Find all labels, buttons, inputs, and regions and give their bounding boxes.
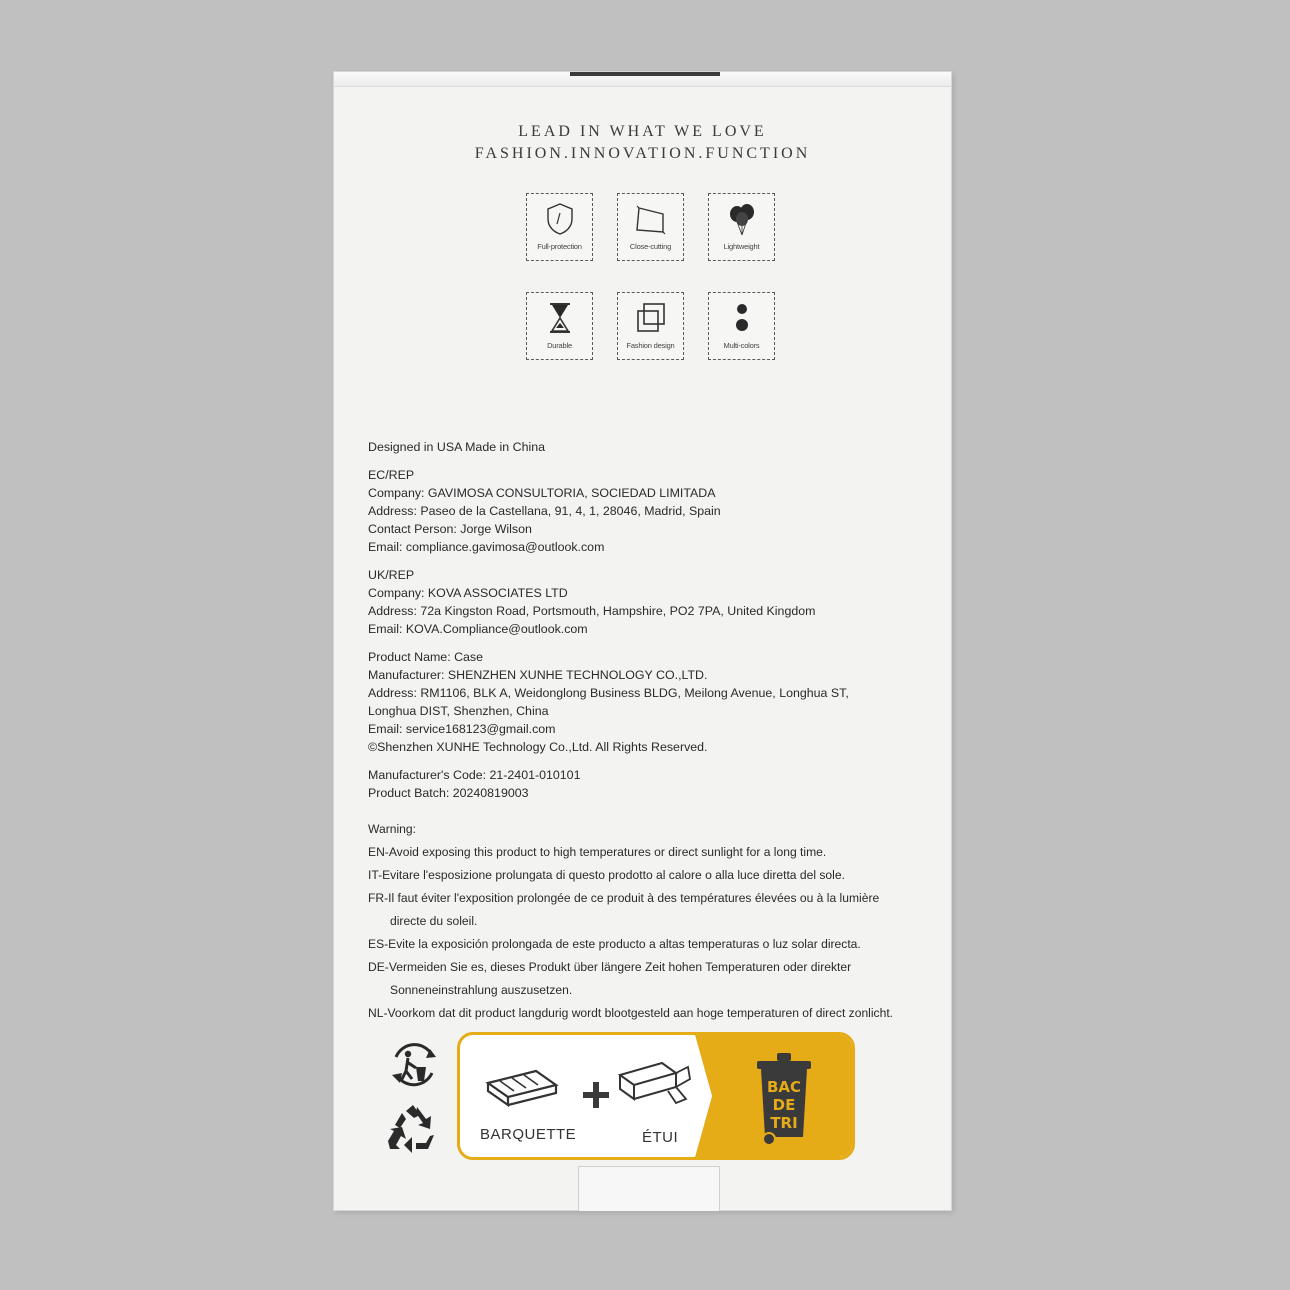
uk-rep-company: Company: KOVA ASSOCIATES LTD — [368, 586, 568, 600]
feature-full-protection — [526, 193, 593, 261]
balloons-icon — [726, 202, 758, 236]
dots-icon — [726, 301, 758, 335]
sorting-arrow-shape — [695, 1035, 725, 1157]
box-sleeve-icon — [616, 1059, 696, 1115]
ec-rep-contact: Contact Person: Jorge Wilson — [368, 522, 532, 536]
hourglass-icon — [544, 301, 576, 335]
bin-text-line1: BAC — [766, 1078, 802, 1096]
warning-es: ES-Evite la exposición prolongada de este producto a altas temperaturas o luz solar directa. — [368, 937, 861, 951]
tagline-line2: FASHION.INNOVATION.FUNCTION — [474, 145, 811, 162]
tidyman-icon — [386, 1037, 442, 1093]
feature-icons-grid — [526, 193, 775, 360]
box-top-notch — [570, 72, 720, 76]
warning-de-line1: DE-Vermeiden Sie es, dieses Produkt über längere Zeit hohen Temperaturen oder direkter — [368, 960, 852, 974]
warning-block — [368, 820, 943, 1025]
product-name: Product Name: Case — [368, 650, 484, 664]
warning-title: Warning: — [368, 822, 416, 836]
warning-it: IT-Evitare l'esposizione prolungata di questo prodotto al calore o alla luce diretta del sole. — [368, 868, 845, 882]
manufacturer-code: Manufacturer's Code: 21-2401-010101 — [368, 768, 581, 782]
ec-rep-email: Email: compliance.gavimosa@outlook.com — [368, 540, 605, 554]
feature-label: Multi-colors — [723, 341, 760, 350]
uk-rep-heading: UK/REP — [368, 568, 415, 582]
feature-durable — [526, 292, 593, 360]
feature-label: Fashion design — [626, 341, 675, 350]
feature-lightweight — [708, 193, 775, 261]
warning-fr-line2: directe du soleil. — [390, 914, 478, 928]
feature-label: Close-cutting — [629, 242, 672, 251]
ec-rep-block — [368, 466, 938, 556]
triman-sorting-banner — [457, 1032, 855, 1160]
recycling-symbols — [386, 1037, 442, 1155]
bin-text-line2: DE — [772, 1096, 796, 1114]
feature-label: Lightweight — [723, 242, 760, 251]
product-block — [368, 648, 938, 756]
etui-label: ÉTUI — [642, 1129, 679, 1146]
uk-rep-email: Email: KOVA.Compliance@outlook.com — [368, 622, 588, 636]
barquette-label: BARQUETTE — [480, 1126, 577, 1143]
product-email: Email: service168123@gmail.com — [368, 722, 556, 736]
close-cutting-icon — [635, 202, 667, 236]
overlapping-squares-icon — [635, 301, 667, 335]
compliance-info — [368, 438, 938, 812]
feature-multi-colors — [708, 292, 775, 360]
product-address-line2: Longhua DIST, Shenzhen, China — [368, 704, 549, 718]
origin-text: Designed in USA Made in China — [368, 440, 546, 454]
codes-block — [368, 766, 938, 802]
box-bottom-tab — [578, 1166, 720, 1211]
bin-text-line3: TRI — [770, 1114, 798, 1132]
product-address-line1: Address: RM1106, BLK A, Weidonglong Business BLDG, Meilong Avenue, Longhua ST, — [368, 686, 849, 700]
shield-icon — [544, 202, 576, 236]
ec-rep-address: Address: Paseo de la Castellana, 91, 4, 1, 28046, Madrid, Spain — [368, 504, 721, 518]
product-copyright: ©Shenzhen XUNHE Technology Co.,Ltd. All Rights Reserved. — [368, 740, 708, 754]
product-batch: Product Batch: 20240819003 — [368, 786, 529, 800]
feature-label: Full-protection — [537, 242, 582, 251]
package-back-panel — [334, 72, 951, 1210]
warning-fr-line1: FR-Il faut éviter l'exposition prolongée de ce produit à des températures élevées ou à la lumière — [368, 891, 880, 905]
ec-rep-company: Company: GAVIMOSA CONSULTORIA, SOCIEDAD LIMITADA — [368, 486, 716, 500]
warning-nl: NL-Voorkom dat dit product langdurig wordt blootgesteld aan hoge temperaturen of direct zonlicht. — [368, 1006, 894, 1020]
recycle-icon — [386, 1103, 440, 1155]
uk-rep-block — [368, 566, 938, 638]
warning-de-line2: Sonneneinstrahlung auszusetzen. — [390, 983, 573, 997]
warning-en: EN-Avoid exposing this product to high temperatures or direct sunlight for a long time. — [368, 845, 827, 859]
feature-close-cutting — [617, 193, 684, 261]
feature-fashion-design — [617, 292, 684, 360]
tagline-line1: LEAD IN WHAT WE LOVE — [518, 123, 767, 140]
ec-rep-heading: EC/REP — [368, 468, 415, 482]
feature-label: Durable — [547, 341, 572, 350]
plus-icon — [581, 1080, 611, 1110]
uk-rep-address: Address: 72a Kingston Road, Portsmouth, Hampshire, PO2 7PA, United Kingdom — [368, 604, 816, 618]
product-manufacturer: Manufacturer: SHENZHEN XUNHE TECHNOLOGY CO.,LTD. — [368, 668, 708, 682]
tray-icon — [484, 1067, 560, 1111]
